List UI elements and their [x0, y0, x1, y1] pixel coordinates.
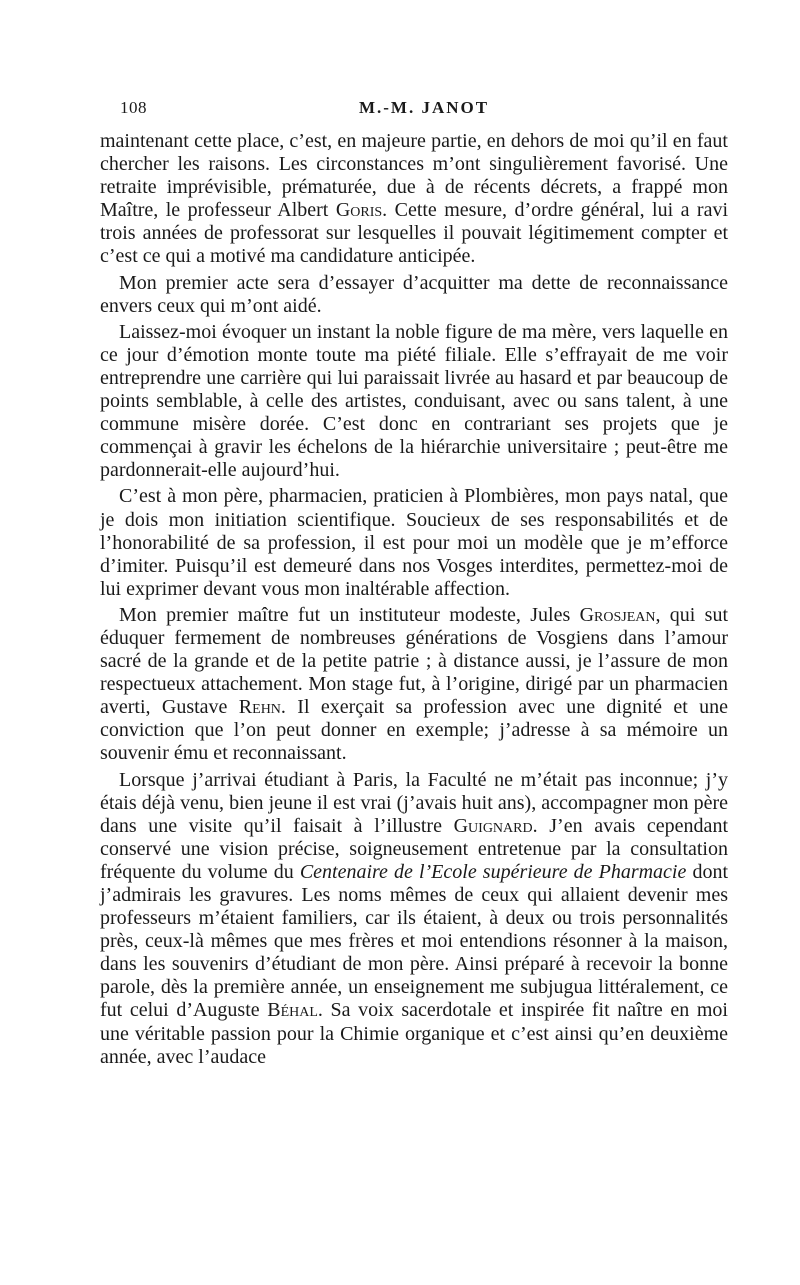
paragraph [100, 769, 728, 1069]
text-run: C’est à mon père, pharmacien, praticien à Plombières, mon pays natal, que je dois mon initiation scientifique. Soucieux de ses responsabilités et de l’honorabilité de sa profession, il est pour moi un modèle que je m’efforce d’imiter. Puisqu’il est demeuré dans nos Vosges interdites, permettez-moi de lui exprimer devant vous mon inaltérable affection. [100, 485, 728, 600]
body-text [100, 130, 728, 1072]
book-title: Centenaire de l’Ecole supérieure de Pharmacie [299, 860, 687, 883]
page-number: 108 [120, 98, 147, 117]
author-name: Rehn [238, 696, 281, 719]
paragraph [100, 485, 728, 600]
text-run: Mon premier acte sera d’essayer d’acquitter ma dette de reconnaissance envers ceux qui m’ont aidé. [100, 271, 728, 317]
text-run: dont j’admirais les gravures. Les noms mêmes de ceux qui allaient devenir mes professeurs m’étaient familiers, car ils étaient, à deux ou trois personnalités près, ceux-là mêmes que mes frères et moi entendions résonner à la maison, dans les souvenirs d’étudiant de mon père. Ainsi préparé à recevoir la bonne parole, dès la première année, un enseignement me subjugua littéralement, ce fut celui d’Auguste [100, 860, 729, 1022]
author-name: Goris [335, 199, 383, 222]
text-run: . Sa voix sacerdotale et inspirée fit naître en moi une véritable passion pour la Chimie organique et c’est ainsi qu’en deuxième année, avec l’audace [100, 999, 728, 1068]
paragraph [100, 321, 728, 483]
text-run: Lorsque j’arrivai étudiant à Paris, la Faculté ne m’était pas inconnue; j’y étais déjà venu, bien jeune il est vrai (j’avais huit ans), accompagner mon père dans une visite qu’il faisait à l’illustre [100, 768, 728, 837]
text-run: . Il exerçait sa profession avec une dignité et une conviction que l’on peut donner en exemple; j’adresse à sa mémoire un souvenir ému et reconnaissant. [100, 696, 728, 765]
author-name: Grosjean [579, 603, 656, 626]
text-run: , qui sut éduquer fermement de nombreuses générations de Vosgiens dans l’amour sacré de la grande et de la petite patrie ; à distance aussi, je l’assure de mon respectueux attachement. Mon stage fut, à l’origine, dirigé par un pharmacien averti, Gustave [100, 603, 728, 719]
author-name: Guignard [453, 814, 533, 837]
text-run: . J’en avais cependant conservé une vision précise, soigneusement entretenue par la consultation fréquente du volume du [100, 814, 728, 883]
paragraph [100, 604, 728, 766]
text-run: Laissez-moi évoquer un instant la noble figure de ma mère, vers laquelle en ce jour d’émotion monte toute ma piété filiale. Elle s’effrayait de me voir entreprendre une carrière qui lui paraissait livrée au hasard et par beaucoup de points semblable, à celle des artistes, conduisant, avec ou sans talent, à une commune misère dorée. C’est donc en contrariant ses projets que je commençai à gravir les échelons de la hiérarchie universitaire ; peut-être me pardonnerait-elle aujourd’hui. [100, 320, 728, 482]
text-run: Mon premier maître fut un instituteur modeste, Jules [119, 603, 580, 626]
running-title: M.-M. JANOT [358, 98, 490, 117]
text-run: maintenant cette place, c’est, en majeure partie, en dehors de moi qu’il en faut chercher les raisons. Les circonstances m’ont singulièrement favorisé. Une retraite imprévisible, prématurée, due à de récents décrets, a frappé mon Maître, le professeur Albert [100, 130, 728, 222]
paragraph [100, 272, 728, 318]
text-run: . Cette mesure, d’ordre général, lui a ravi trois années de professorat sur lesquelles il pouvait légitimement compter et c’est ce qui a motivé ma candidature anticipée. [100, 199, 728, 268]
paragraph [100, 130, 728, 269]
page-header [120, 98, 728, 120]
author-name: Béhal [267, 999, 318, 1022]
